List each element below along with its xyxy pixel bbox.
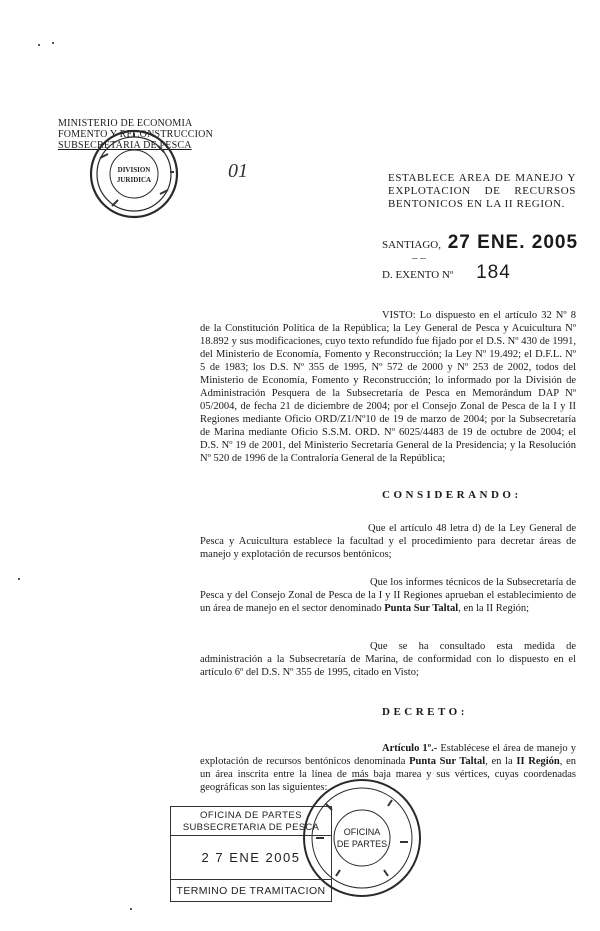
ministry-line-3: SUBSECRETARIA DE PESCA [58,140,192,151]
seal-text-1: DIVISION [117,166,151,174]
article-1-label: Artículo 1º.- [382,743,438,754]
c2-text-a: Que los informes técnicos de la Subsecretaría de Pesca y del Consejo Zonal de Pesca de la I y II Regiones aprueban el establecimiento de un área de manejo en el sector denominado [200,577,576,614]
scan-speck [52,42,54,44]
dash-mark: – – [412,252,426,264]
seal-text-2: JURIDICA [116,176,152,184]
scan-speck [18,578,20,580]
date-stamp: 27 ENE. 2005 [447,232,579,253]
stamp-line-2: SUBSECRETARIA DE PESCA [182,822,320,833]
scan-speck [130,908,132,910]
oficina-partes-round-seal [296,772,428,904]
round-seal-line-2: DE PARTES [336,839,388,849]
art-area-name: Punta Sur Taltal [409,756,486,767]
document-subject: ESTABLECE AREA DE MANEJO Y EXPLOTACION DE RECURSOS BENTONICOS EN LA II REGION. [388,172,576,210]
round-seal-line-1: OFICINA [343,827,381,837]
art-text-a: Establécese el área de manejo y explotación de recursos bentónicos denominada [200,743,577,767]
date-line [382,232,578,254]
c2-text-b: , en la II Región; [458,603,530,614]
art-text-c: , en un área inscrita entre la línea de más baja marea y sus vértices, cuyas coordenadas geográficas son las siguientes: [200,756,576,793]
stamp-line-1: OFICINA DE PARTES [199,810,303,821]
place-label: SANTIAGO, [382,239,441,251]
scan-speck [38,44,40,46]
stamp-date: 2 7 ENE 2005 [201,850,301,865]
art-text-b: , en la [485,756,517,767]
art-region: II Región [516,756,560,767]
exento-label: D. EXENTO Nº [382,269,454,281]
ministry-line-1: MINISTERIO DE ECONOMIA [58,118,193,129]
stamp-footer: TERMINO DE TRAMITACION [176,885,326,897]
exento-line [382,262,511,284]
considerando-paragraph-3: Que se ha consultado esta medida de administración a la Subsecretaría de Marina, de conformidad con lo dispuesto en el artículo 6º del D.S. Nº 355 de 1995, citado en Visto; [200,641,576,678]
division-juridica-seal [88,128,180,220]
considerando-paragraph-1: Que el artículo 48 letra d) de la Ley General de Pesca y Acuicultura establece la facultad y el procedimiento para decretar áreas de manejo y explotación de recursos bentónicos; [200,523,576,560]
decreto-heading: DECRETO: [382,706,468,718]
exento-number: 184 [476,262,511,283]
ministry-line-2: FOMENTO Y RECONSTRUCCION [58,129,214,140]
considerando-paragraph-2 [200,576,576,615]
c2-sector-name: Punta Sur Taltal [384,603,459,614]
visto-paragraph: VISTO: Lo dispuesto en el artículo 32 Nº 8 de la Constitución Política de la República; la Ley General de Pesca y Acuicultura Nº 18.892 y sus modificaciones, cuyo texto refundido fue fijado por el D.S. Nº 430 de 1991, del Ministerio de Economía, Fomento y Reconstrucción; la Ley Nº 19.492; el D.F.L. Nº 5 de 1983; los D.S. Nº 355 de 1995, Nº 572 de 2000 y Nº 253 de 2002, todos del Ministerio de Economía, Fomento y Reconstrucción; lo informado por la División de Administración Pesquera de la Subsecretaría de Pesca en Memorándum DAP Nº 05/2004, de fecha 21 de diciembre de 2004; por el Consejo Zonal de Pesca de la I y II Regiones mediante Oficio ORD/Z1/Nº10 de 19 de marzo de 2004; por la Subsecretaría de Marina mediante Oficio S.S.M. ORD. Nº 6025/4483 de 19 de octubre de 2004; el D.S. Nº 19 de 2001, del Ministerio Secretaría General de la Presidencia; y la Resolución Nº 520 de 1996 de la Contraloría General de la República; [200,310,576,464]
considerando-heading: CONSIDERANDO: [382,489,522,501]
handwritten-number: 01 [228,160,248,182]
